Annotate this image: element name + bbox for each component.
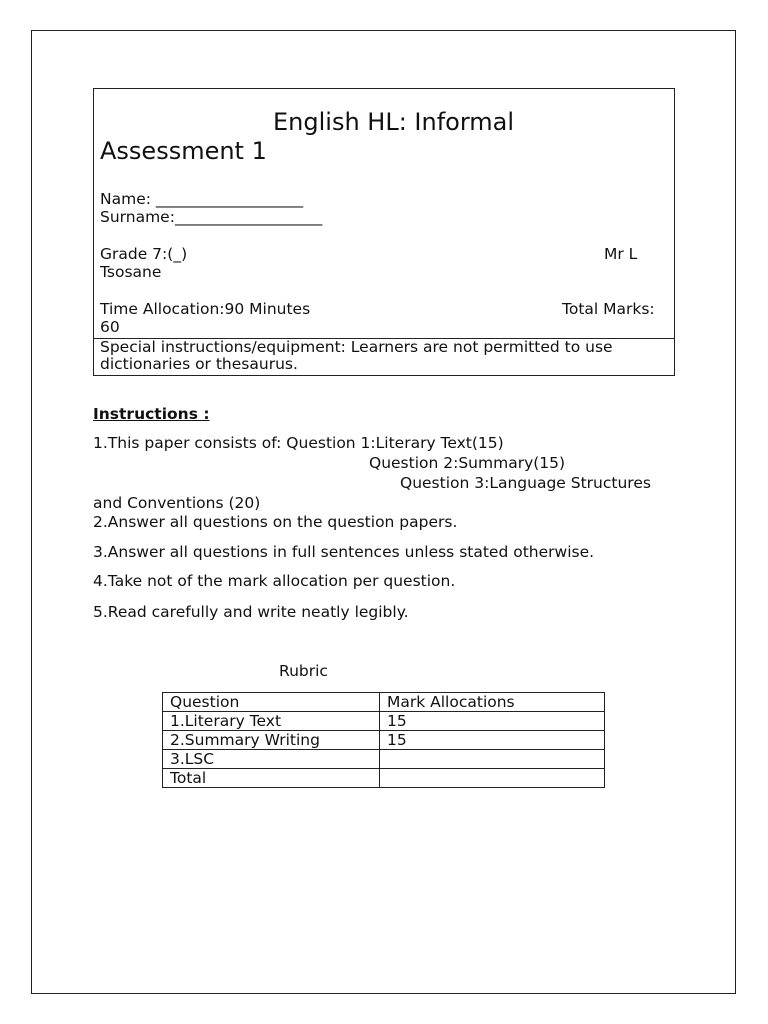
surname-field: Surname:___________________: [100, 208, 323, 226]
table-cell: [380, 750, 605, 769]
total-marks-value: 60: [100, 318, 120, 336]
table-row: [163, 712, 605, 731]
instruction-item-1-line-3: Question 3:Language Structures: [400, 474, 651, 492]
title-line-2: Assessment 1: [100, 137, 267, 165]
table-cell: 3.LSC: [163, 750, 380, 769]
instruction-item-4: 4.Take not of the mark allocation per question.: [93, 572, 456, 590]
instruction-item-1-line-2: Question 2:Summary(15): [369, 454, 566, 472]
special-instructions-line-1: Special instructions/equipment: Learners are not permitted to use: [100, 338, 613, 356]
title-line-1: English HL: Informal: [273, 108, 515, 136]
total-marks-label: Total Marks:: [562, 300, 655, 318]
table-row: [163, 750, 605, 769]
instruction-item-5: 5.Read carefully and write neatly legibly.: [93, 603, 409, 621]
time-allocation: Time Allocation:90 Minutes: [100, 300, 311, 318]
rubric-title: Rubric: [279, 662, 328, 680]
special-instructions-line-2: dictionaries or thesaurus.: [100, 355, 298, 373]
table-cell: 15: [380, 712, 605, 731]
instruction-item-1-line-4: and Conventions (20): [93, 494, 261, 512]
table-cell: 15: [380, 731, 605, 750]
teacher-name-part1: Mr L: [604, 245, 638, 263]
teacher-name-part2: Tsosane: [100, 263, 162, 281]
table-row: [163, 731, 605, 750]
instructions-heading: Instructions :: [93, 405, 210, 423]
rubric-table: [162, 692, 605, 788]
table-cell: 2.Summary Writing: [163, 731, 380, 750]
instruction-item-1-line-1: 1.This paper consists of: Question 1:Literary Text(15): [93, 434, 504, 452]
table-header-cell: Question: [163, 693, 380, 712]
table-cell: [380, 769, 605, 788]
table-header-row: [163, 693, 605, 712]
table-row: [163, 769, 605, 788]
grade-label: Grade 7:(_): [100, 245, 188, 263]
instruction-item-3: 3.Answer all questions in full sentences unless stated otherwise.: [93, 543, 595, 561]
table-header-cell: Mark Allocations: [380, 693, 605, 712]
table-cell: Total: [163, 769, 380, 788]
instruction-item-2: 2.Answer all questions on the question papers.: [93, 513, 458, 531]
table-cell: 1.Literary Text: [163, 712, 380, 731]
name-field: Name: ___________________: [100, 190, 304, 208]
